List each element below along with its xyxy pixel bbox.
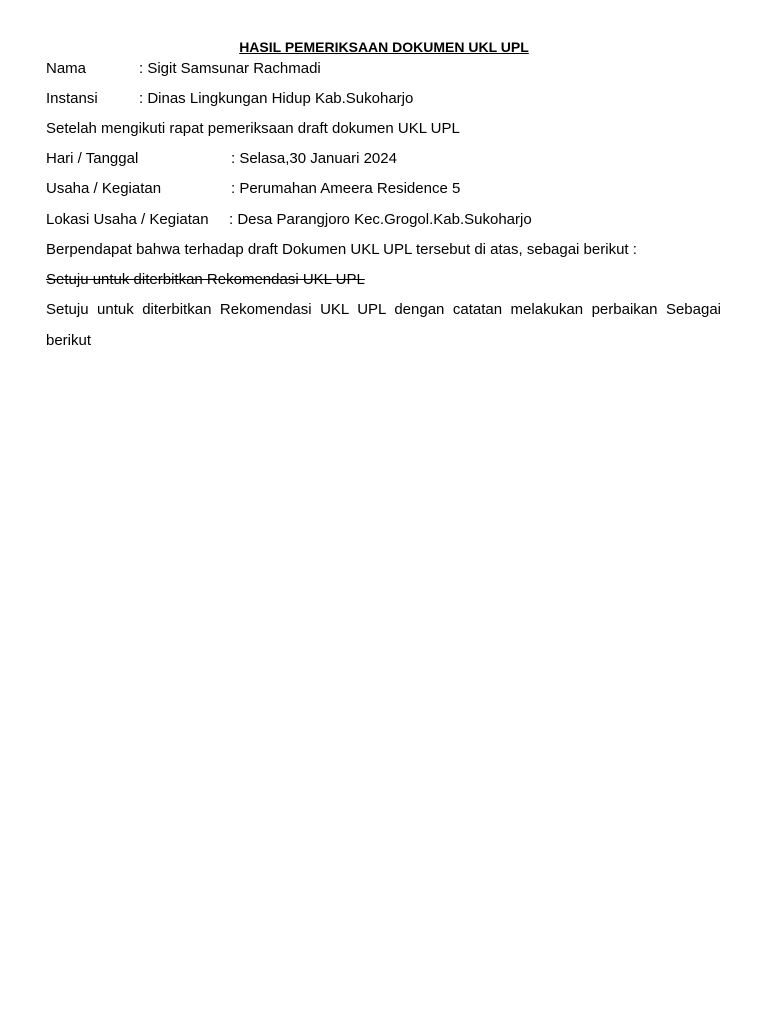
opinion-text: Berpendapat bahwa terhadap draft Dokumen UKL UPL tersebut di atas, sebagai berikut :: [46, 241, 637, 258]
selected-option-line1: Setuju untuk diterbitkan Rekomendasi UKL UPL dengan catatan melakukan perbaikan Sebagai: [46, 301, 721, 318]
lokasi-value: : Desa Parangjoro Kec.Grogol.Kab.Sukoharjo: [229, 211, 532, 228]
instansi-row: [46, 89, 413, 109]
struck-option: Setuju untuk diterbitkan Rekomendasi UKL UPL: [46, 271, 365, 288]
intro-text: Setelah mengikuti rapat pemeriksaan draft dokumen UKL UPL: [46, 120, 460, 137]
lokasi-label: Lokasi Usaha / Kegiatan: [46, 211, 209, 228]
document-title: HASIL PEMERIKSAAN DOKUMEN UKL UPL: [239, 39, 529, 55]
selected-option-line2: berikut: [46, 332, 92, 349]
lokasi-row: [46, 210, 532, 230]
usaha-row: [46, 179, 460, 199]
nama-label: Nama: [46, 60, 87, 77]
tanggal-row: [46, 149, 397, 169]
instansi-label: Instansi: [46, 90, 98, 107]
usaha-label: Usaha / Kegiatan: [46, 180, 162, 197]
usaha-value: : Perumahan Ameera Residence 5: [231, 180, 461, 197]
tanggal-value: : Selasa,30 Januari 2024: [231, 150, 397, 167]
instansi-value: : Dinas Lingkungan Hidup Kab.Sukoharjo: [139, 90, 414, 107]
nama-row: [46, 59, 321, 79]
nama-value: : Sigit Samsunar Rachmadi: [139, 60, 321, 77]
tanggal-label: Hari / Tanggal: [46, 150, 139, 167]
